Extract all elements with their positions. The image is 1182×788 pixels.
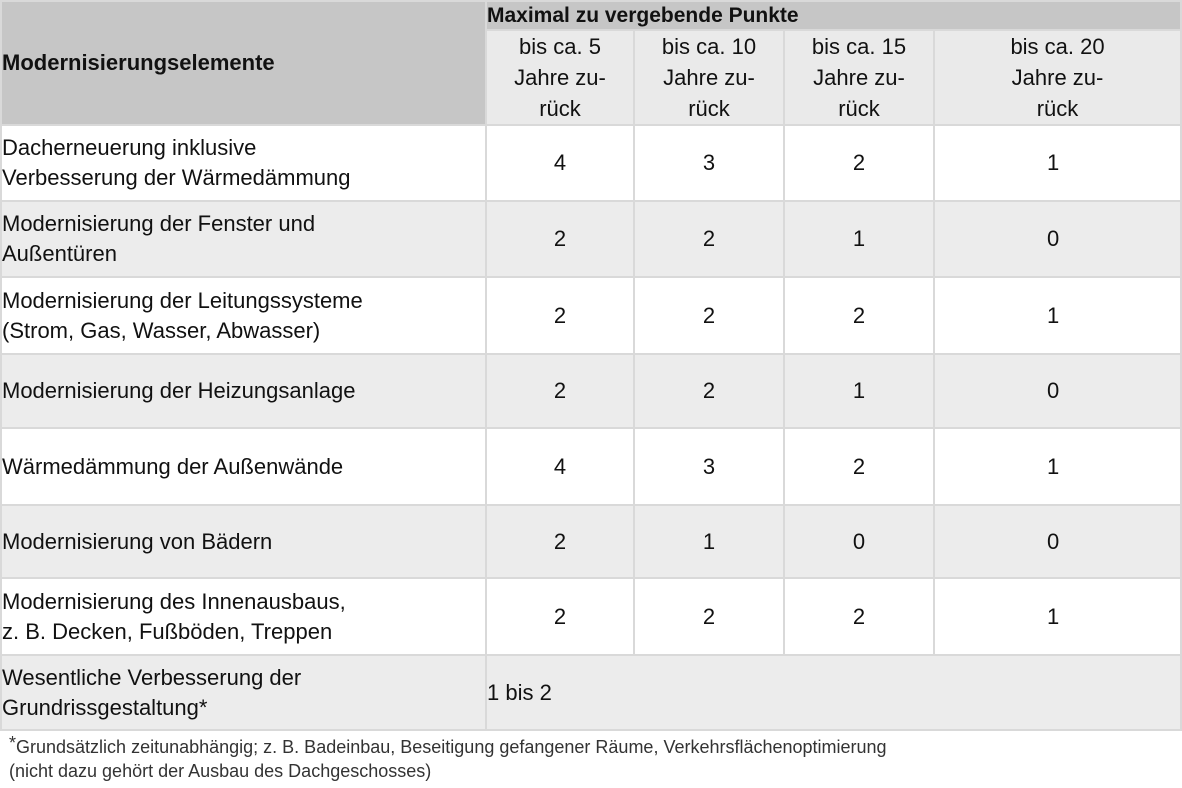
points-cell: 1	[934, 277, 1181, 354]
table-row	[1, 277, 1181, 354]
row-label-line: Wesentliche Verbesserung der	[2, 664, 302, 690]
points-cell: 2	[486, 201, 634, 277]
points-cell: 4	[486, 428, 634, 505]
points-cell: 2	[486, 277, 634, 354]
column-header	[486, 30, 634, 125]
points-cell: 2	[784, 125, 934, 201]
points-cell: 0	[934, 354, 1181, 428]
points-cell: 2	[486, 354, 634, 428]
row-label-line: Außentüren	[2, 241, 117, 266]
row-label	[1, 277, 486, 354]
column-header-line: Jahre zu-	[1011, 65, 1104, 90]
column-header-line: Jahre zu-	[813, 65, 905, 90]
points-cell: 3	[634, 125, 784, 201]
footnote-line-1	[9, 735, 1109, 759]
row-label	[1, 428, 486, 505]
column-header	[784, 30, 934, 125]
points-cell: 2	[634, 201, 784, 277]
row-label-line: Modernisierung der Heizungsanlage	[2, 378, 356, 403]
points-cell: 2	[634, 354, 784, 428]
points-cell: 2	[784, 578, 934, 655]
row-label-line: Dacherneuerung inklusive	[2, 135, 257, 160]
row-label-line: Modernisierung des Innenausbaus,	[2, 588, 346, 614]
table-row	[1, 578, 1181, 655]
points-cell: 3	[634, 428, 784, 505]
column-header-line: rück	[838, 96, 880, 121]
table-row	[1, 201, 1181, 277]
points-cell: 1	[934, 125, 1181, 201]
row-label	[1, 655, 486, 730]
footnote-text-1: Grundsätzlich zeitunabhängig; z. B. Badeinbau, Beseitigung gefangener Räume, Verkehrsflächenoptimierung	[16, 737, 887, 757]
group-header: Maximal zu vergebende Punkte	[486, 1, 1181, 30]
column-header-line: bis ca. 15	[811, 34, 907, 59]
column-header-line: rück	[1036, 96, 1079, 121]
row-label-line: Grundrissgestaltung*	[2, 694, 208, 720]
points-cell: 0	[934, 505, 1181, 578]
first-column-header: Modernisierungselemente	[1, 1, 486, 125]
table-row	[1, 505, 1181, 578]
column-header	[634, 30, 784, 125]
column-header-line: bis ca. 10	[661, 34, 757, 59]
row-label	[1, 201, 486, 277]
row-label	[1, 354, 486, 428]
points-cell: 0	[784, 505, 934, 578]
points-cell: 2	[784, 277, 934, 354]
points-cell: 1	[784, 201, 934, 277]
column-header-line: Jahre zu-	[663, 65, 755, 90]
row-label-line: Modernisierung von Bädern	[2, 528, 273, 554]
table-row	[1, 655, 1181, 730]
footnote	[9, 735, 1109, 783]
table-body	[1, 125, 1181, 730]
points-cell: 2	[634, 277, 784, 354]
row-label-line: Verbesserung der Wärmedämmung	[2, 165, 351, 190]
column-header-line: Jahre zu-	[514, 65, 606, 90]
row-label-line: Modernisierung der Leitungssysteme	[2, 287, 363, 313]
row-label	[1, 125, 486, 201]
column-header-line: bis ca. 5	[519, 34, 601, 59]
points-cell: 1	[934, 578, 1181, 655]
row-label	[1, 505, 486, 578]
table-row	[1, 428, 1181, 505]
points-cell: 2	[486, 578, 634, 655]
points-cell: 0	[934, 201, 1181, 277]
table-row	[1, 125, 1181, 201]
points-cell: 2	[486, 505, 634, 578]
points-cell: 2	[634, 578, 784, 655]
table-row	[1, 354, 1181, 428]
points-cell: 1	[934, 428, 1181, 505]
column-header	[934, 30, 1181, 125]
column-header-line: rück	[688, 96, 730, 121]
row-label-line: z. B. Decken, Fußböden, Treppen	[2, 618, 333, 644]
column-header-line: rück	[539, 96, 581, 121]
row-label	[1, 578, 486, 655]
points-cell: 4	[486, 125, 634, 201]
column-header-line: bis ca. 20	[1010, 34, 1105, 59]
row-label-line: (Strom, Gas, Wasser, Abwasser)	[2, 317, 321, 343]
footnote-marker: *	[9, 733, 17, 753]
points-cell: 1	[784, 354, 934, 428]
row-label-line: Wärmedämmung der Außenwände	[2, 453, 344, 479]
points-cell-spanning: 1 bis 2	[486, 655, 1181, 730]
points-cell: 2	[784, 428, 934, 505]
row-label-line: Modernisierung der Fenster und	[2, 211, 316, 236]
points-cell: 1	[634, 505, 784, 578]
footnote-line-2: (nicht dazu gehört der Ausbau des Dachgeschosses)	[9, 761, 432, 781]
